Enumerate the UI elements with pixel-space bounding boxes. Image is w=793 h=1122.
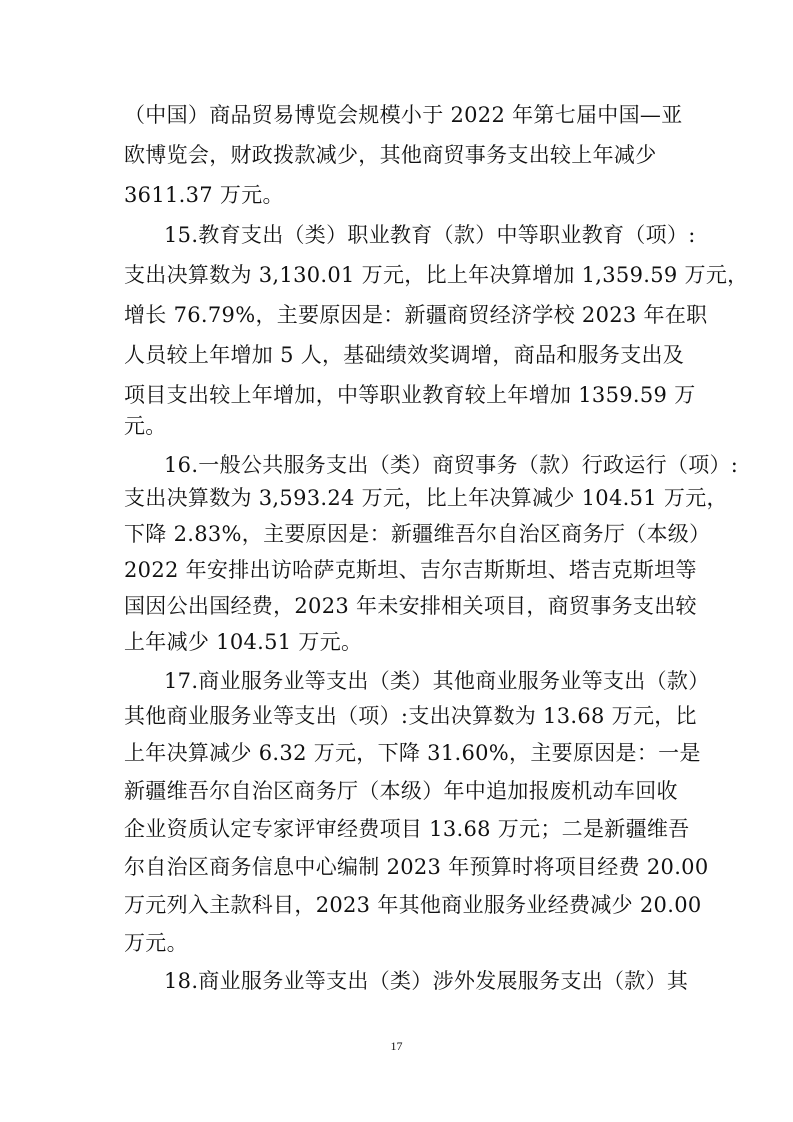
text-line: 国因公出国经费，2023 年未安排相关项目，商贸事务支出较	[124, 594, 697, 618]
page-number: 17	[390, 1039, 403, 1053]
text-line: 万元列入主款科目，2023 年其他商业服务业经费减少 20.00	[124, 893, 702, 917]
text-line: 企业资质认定专家评审经费项目 13.68 万元；二是新疆维吾	[124, 817, 690, 841]
paragraph-18-first-line: 18.商业服务业等支出（类）涉外发展服务支出（款）其	[164, 969, 689, 993]
text-line: 支出决算数为 3,130.01 万元，比上年决算增加 1,359.59 万元，	[124, 263, 749, 287]
text-line: 新疆维吾尔自治区商务厅（本级）年中追加报废机动车回收	[124, 779, 678, 803]
text-line: 项目支出较上年增加，中等职业教育较上年增加 1359.59 万	[124, 383, 696, 407]
text-line: 上年减少 104.51 万元。	[124, 630, 363, 654]
text-line: 万元。	[124, 931, 188, 955]
text-line: 3611.37 万元。	[124, 183, 284, 207]
text-line: 上年决算减少 6.32 万元，下降 31.60%，主要原因是：一是	[124, 741, 701, 765]
text-line: 2022 年安排出访哈萨克斯坦、吉尔吉斯斯坦、塔吉克斯坦等	[124, 558, 697, 582]
text-line: 尔自治区商务信息中心编制 2023 年预算时将项目经费 20.00	[124, 855, 709, 879]
paragraph-15-first-line: 15.教育支出（类）职业教育（款）中等职业教育（项）:	[164, 223, 696, 247]
paragraph-16-first-line: 16.一般公共服务支出（类）商贸事务（款）行政运行（项）:	[164, 453, 739, 477]
text-line: （中国）商品贸易博览会规模小于 2022 年第七届中国—亚	[124, 103, 683, 127]
text-line: 其他商业服务业等支出（项）:支出决算数为 13.68 万元，比	[124, 704, 697, 728]
text-line: 元。	[124, 414, 167, 438]
text-line: 欧博览会，财政拨款减少，其他商贸事务支出较上年减少	[124, 143, 657, 167]
paragraph-17-first-line: 17.商业服务业等支出（类）其他商业服务业等支出（款）	[164, 669, 710, 693]
text-line: 增长 76.79%，主要原因是：新疆商贸经济学校 2023 年在职	[124, 303, 708, 327]
text-line: 人员较上年增加 5 人，基础绩效奖调增，商品和服务支出及	[124, 343, 685, 367]
text-line: 下降 2.83%，主要原因是：新疆维吾尔自治区商务厅（本级）	[124, 522, 711, 546]
text-line: 支出决算数为 3,593.24 万元，比上年决算减少 104.51 万元，	[124, 486, 728, 510]
